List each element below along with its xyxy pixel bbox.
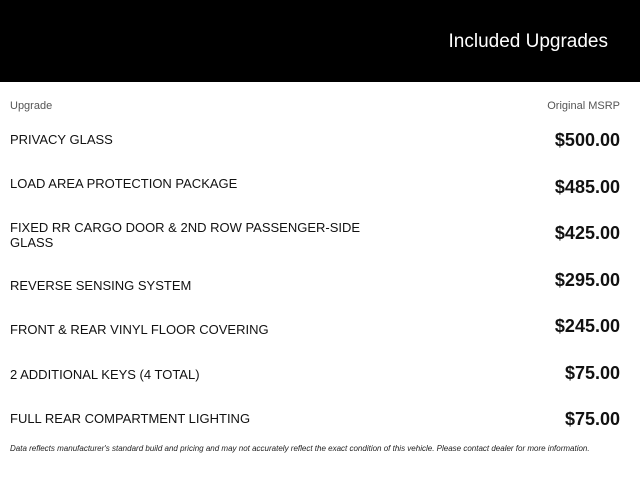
upgrade-price: $75.00 xyxy=(564,409,620,429)
disclaimer-text: Data reflects manufacturer's standard build and pricing and may not accurately reflect the exact condition of this vehicle. Please contact dealer for more information. xyxy=(10,444,590,453)
upgrade-name: FULL REAR COMPARTMENT LIGHTING xyxy=(10,411,251,426)
upgrade-price: $295.00 xyxy=(554,270,620,290)
upgrade-name: 2 ADDITIONAL KEYS (4 TOTAL) xyxy=(10,367,200,382)
header-bar xyxy=(0,0,640,82)
upgrade-price: $485.00 xyxy=(554,177,620,197)
column-header-msrp: Original MSRP xyxy=(547,100,620,112)
column-header-upgrade: Upgrade xyxy=(10,100,53,112)
upgrade-name: REVERSE SENSING SYSTEM xyxy=(10,278,192,293)
upgrade-name: PRIVACY GLASS xyxy=(10,132,113,147)
upgrade-name: FRONT & REAR VINYL FLOOR COVERING xyxy=(10,322,269,337)
upgrade-price: $500.00 xyxy=(554,130,620,150)
upgrade-name: FIXED RR CARGO DOOR & 2ND ROW PASSENGER-SIDE GLASS xyxy=(10,220,361,250)
upgrade-price: $425.00 xyxy=(554,223,620,243)
upgrade-price: $245.00 xyxy=(554,316,620,336)
page-title: Included Upgrades xyxy=(448,31,608,52)
upgrade-price: $75.00 xyxy=(564,363,620,383)
upgrade-name: LOAD AREA PROTECTION PACKAGE xyxy=(10,176,238,191)
